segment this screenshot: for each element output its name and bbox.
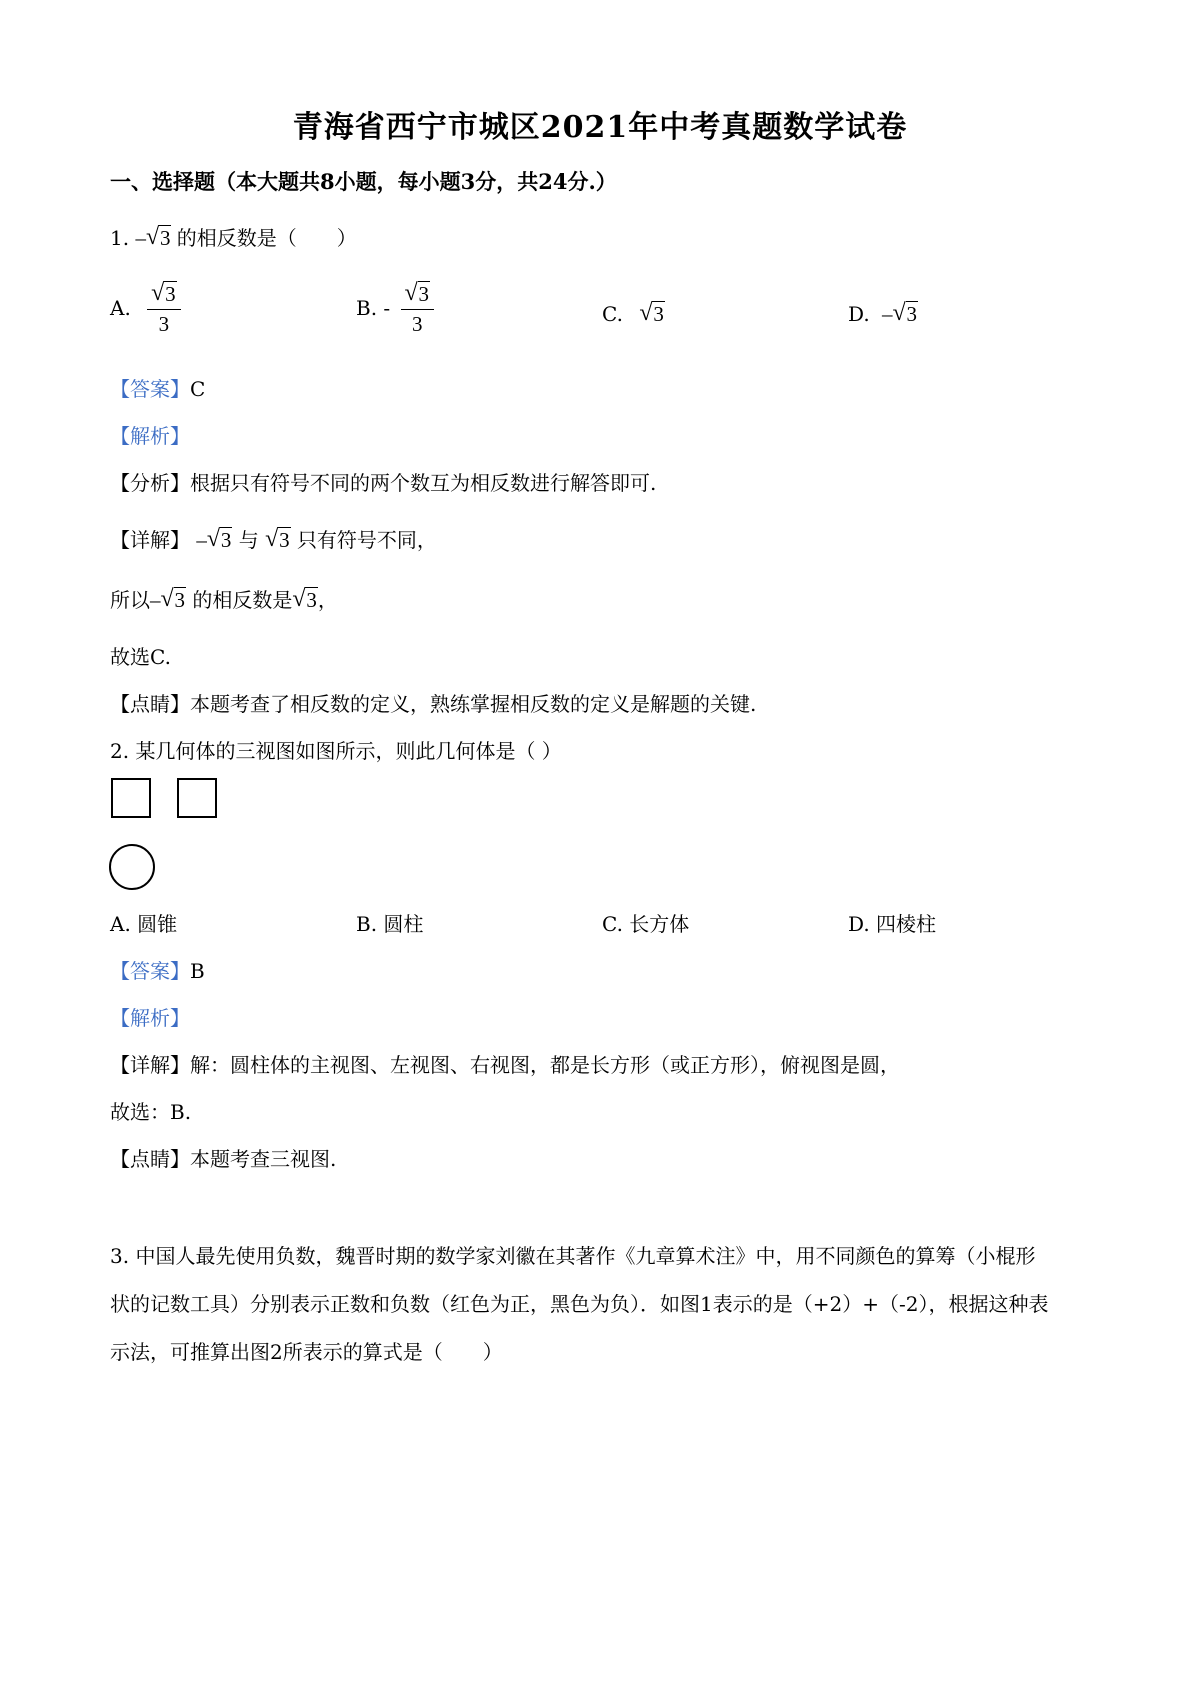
section-heading: 一、选择题（本大题共8小题，每小题3分，共24分.）: [110, 169, 617, 194]
answer-value: C: [190, 377, 206, 401]
q2-conclusion: 故选：B.: [110, 1100, 192, 1124]
q1-stem: [110, 222, 357, 251]
q2-answer: [110, 955, 205, 984]
q2-option-a: A. 圆锥: [110, 912, 178, 936]
fraction-sqrt3-over-3: √ 3 3: [147, 282, 181, 337]
q2-option-c: C. 长方体: [602, 912, 690, 936]
q1-so-line: 所以– √ 3 的相反数是 √ 3，: [110, 586, 338, 612]
q1-conclusion: 故选C.: [110, 645, 171, 669]
q1-fenxi: 【分析】根据只有符号不同的两个数互为相反数进行解答即可.: [110, 471, 657, 495]
q1-stem-text: 的相反数是（ ）: [176, 226, 357, 250]
q1-detail: 【详解】 – √ 3 与 √ 3 只有符号不同，: [110, 526, 437, 552]
q1-dianjing: 【点睛】本题考查了相反数的定义，熟练掌握相反数的定义是解题的关键.: [110, 692, 757, 716]
q2-option-b: B. 圆柱: [356, 912, 424, 936]
fraction-sqrt3-over-3: √ 3 3: [401, 282, 435, 337]
q2-dianjing: 【点睛】本题考查三视图.: [110, 1147, 337, 1171]
side-view-square: [177, 778, 217, 818]
q2-stem: 2. 某几何体的三视图如图所示，则此几何体是（ ）: [110, 739, 562, 763]
answer-tag: 【答案】: [110, 959, 190, 983]
q2-detail: 【详解】解：圆柱体的主视图、左视图、右视图，都是长方形（或正方形），俯视图是圆，: [110, 1053, 900, 1077]
q1-option-a: A. √ 3 3: [110, 282, 181, 337]
exam-title: 青海省西宁市城区2021年中考真题数学试卷: [292, 110, 908, 145]
q3-stem-line-3: 示法，可推算出图2所表示的算式是（ ）: [110, 1340, 503, 1364]
q3-stem-line-2: 状的记数工具）分别表示正数和负数（红色为正，黑色为负）．如图1表示的是（+2）+（-2），根据这种表: [110, 1292, 1049, 1316]
q1-option-c: C. √ 3: [602, 300, 664, 326]
answer-tag: 【答案】: [110, 377, 190, 401]
q1-number: 1.: [110, 226, 130, 250]
answer-value: B: [190, 959, 205, 983]
q1-option-d: D. – √ 3: [848, 300, 918, 326]
front-view-square: [111, 778, 151, 818]
q1-neg-sqrt3: – √ 3: [135, 224, 171, 250]
q1-answer: [110, 373, 205, 402]
q1-analysis-tag: 【解析】: [110, 424, 190, 448]
top-view-circle: [109, 844, 155, 890]
q2-analysis-tag: 【解析】: [110, 1006, 190, 1030]
q2-option-d: D. 四棱柱: [848, 912, 937, 936]
q1-option-b: B. - √ 3 3: [356, 282, 434, 337]
q3-stem-line-1: 3. 中国人最先使用负数，魏晋时期的数学家刘徽在其著作《九章算术注》中，用不同颜色的算筹（小棍形: [110, 1244, 1036, 1268]
